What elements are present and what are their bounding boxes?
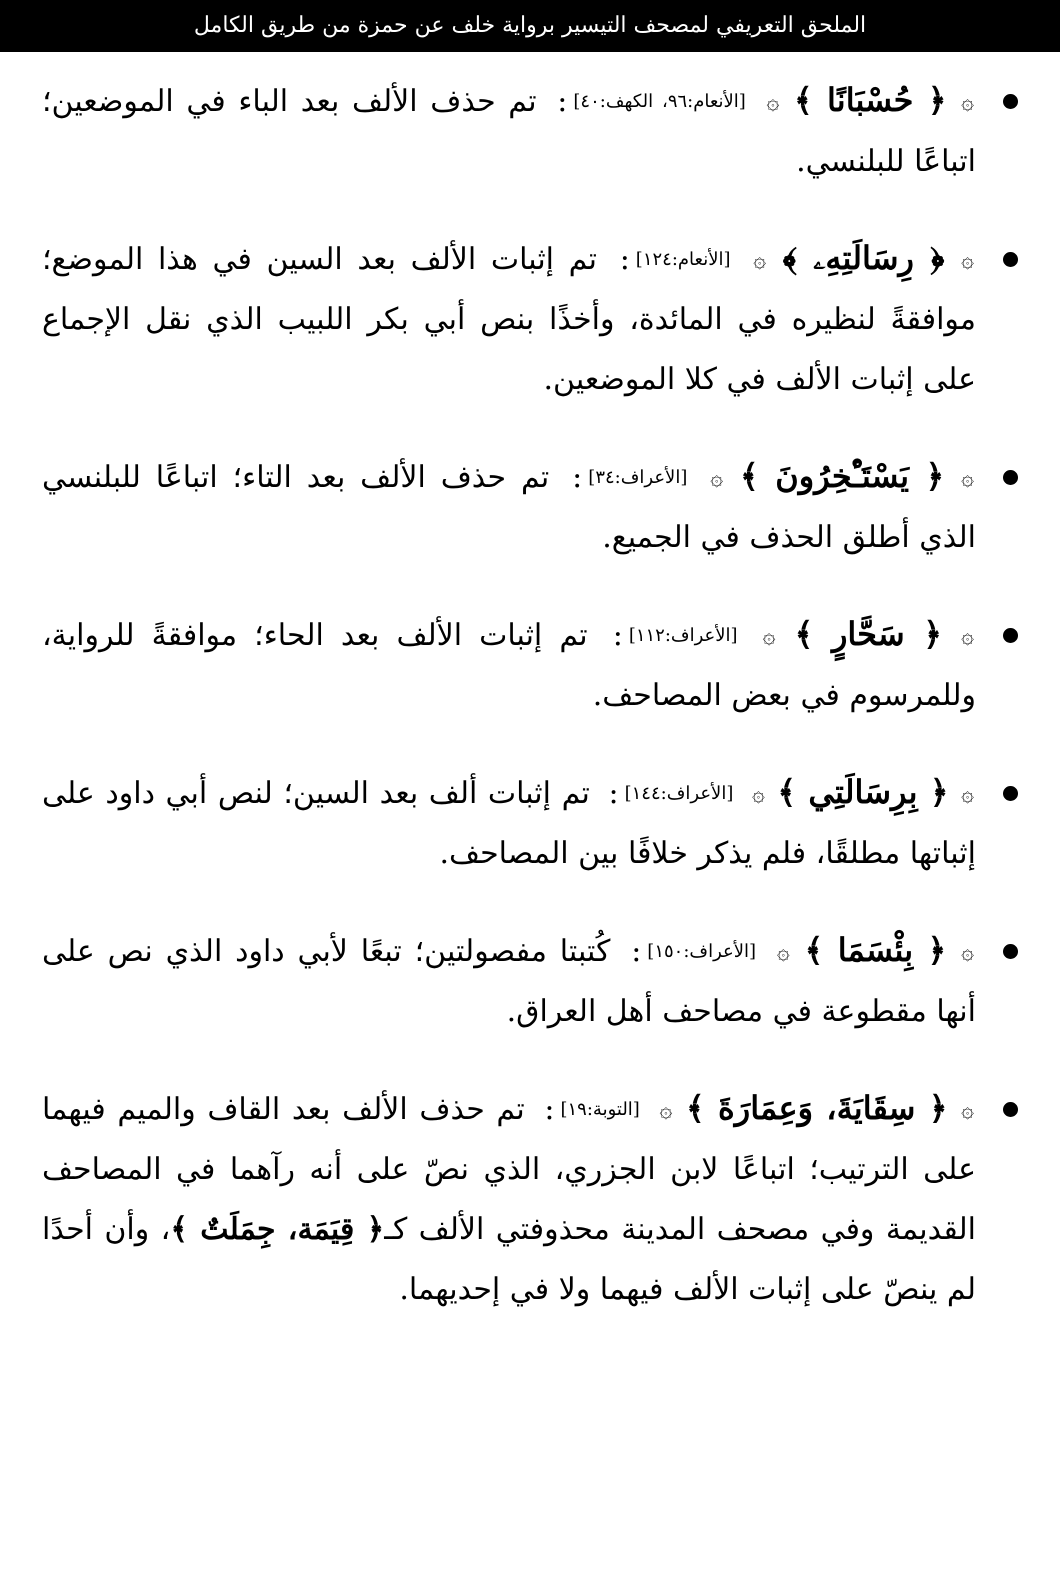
entry-list — [42, 70, 1018, 1320]
list-item: ۞ ﴿ يَسْتَـْٔخِرُونَ ﴾ ۞ [الأعراف:٣٤]: تم حذف الألف بعد التاء؛ اتباعًا للبلنسي الذي أطلق الحذف في الجميع. — [42, 446, 1018, 568]
ornament-icon: ۞ — [961, 624, 974, 649]
quranic-term: ﴿ بِئْسَمَا ﴾ — [804, 931, 947, 969]
bullet-icon — [1003, 94, 1018, 109]
ornament-icon: ۞ — [766, 90, 780, 115]
running-header — [0, 0, 1060, 52]
quranic-term: ﴿ سَحَّارٍ ﴾ — [794, 615, 943, 653]
verse-reference: [الأعراف:١١٢] — [628, 625, 738, 646]
entry-text: تم حذف الألف بعد القاف والميم فيهما على الترتيب؛ اتباعًا لابن الجزري، الذي نصّ على أنه رآهما في المصاحف القديمة وفي مصحف المدينة محذوفتي الألف كـ — [42, 1092, 976, 1247]
quranic-term: ﴿ سِقَايَةَ، وَعِمَارَةَ ﴾ — [686, 1089, 948, 1127]
entry-text: تم إثبات الألف بعد السين في هذا الموضع؛ موافقةً لنظيره في المائدة، وأخذًا بنص أبي بكر اللبيب الذي نقل الإجماع على إثبات الألف في كلا الموضعين. — [42, 242, 976, 397]
ornament-icon: ۞ — [961, 248, 974, 273]
list-item: ۞ ﴿ بِرِسَالَتِي ﴾ ۞ [الأعراف:١٤٤]: تم إثبات ألف بعد السين؛ لنص أبي داود على إثباتها مطلقًا، فلم يذكر خلافًا بين المصاحف. — [42, 762, 1018, 884]
ornament-icon: ۞ — [659, 1098, 673, 1123]
ornament-icon: ۞ — [961, 782, 974, 807]
quranic-term: ﴿ يَسْتَـْٔخِرُونَ ﴾ — [740, 457, 945, 495]
header-title: الملحق التعريفي لمصحف التيسير برواية خلف عن حمزة من طريق الكامل — [193, 13, 867, 38]
bullet-icon — [1003, 628, 1018, 643]
ornament-icon: ۞ — [753, 248, 767, 273]
ornament-icon: ۞ — [710, 466, 724, 491]
list-item: ۞ ﴿ سِقَايَةَ، وَعِمَارَةَ ﴾ ۞ [التوبة:١٩]: تم حذف الألف بعد القاف والميم فيهما على الترتيب؛ اتباعًا لابن الجزري، الذي نصّ على أنه رآهما في المصاحف القديمة وفي مصحف المدينة محذوفتي الألف كـ﴿ قِيَمَة، جِمَلَتٌ ﴾، وأن أحدًا لم ينصّ على إثبات الألف فيهما ولا في إحديهما. — [42, 1078, 1018, 1320]
inline-quranic-term: ﴿ قِيَمَة، جِمَلَتٌ ﴾ — [170, 1212, 385, 1247]
ornament-icon: ۞ — [961, 90, 974, 115]
verse-reference: [الأعراف:٣٤] — [588, 467, 688, 488]
quranic-term: ﴿ بِرِسَالَتِي ﴾ — [777, 773, 949, 811]
verse-reference: [الأنعام:١٢٤] — [635, 249, 731, 270]
bullet-icon — [1003, 252, 1018, 267]
quranic-term: ﴿ رِسَالَتِهِۦ ﴾ — [782, 239, 945, 277]
ornament-icon: ۞ — [776, 940, 790, 965]
list-item: ۞ ﴿ بِئْسَمَا ﴾ ۞ [الأعراف:١٥٠]: كُتبتا مفصولتين؛ تبعًا لأبي داود الذي نص على أنها مقطوعة في مصاحف أهل العراق. — [42, 920, 1018, 1042]
entry-text: تم إثبات الألف بعد الحاء؛ موافقةً للرواية، وللمرسوم في بعض المصاحف. — [42, 618, 976, 713]
ornament-icon: ۞ — [961, 1098, 974, 1123]
verse-reference: [الأنعام:٩٦، الكهف:٤٠] — [573, 91, 746, 112]
entry-text: تم إثبات ألف بعد السين؛ لنص أبي داود على إثباتها مطلقًا، فلم يذكر خلافًا بين المصاحف. — [42, 776, 976, 871]
list-item: ۞ ﴿ سَحَّارٍ ﴾ ۞ [الأعراف:١١٢]: تم إثبات الألف بعد الحاء؛ موافقةً للرواية، وللمرسوم في بعض المصاحف. — [42, 604, 1018, 726]
ornament-icon: ۞ — [961, 940, 974, 965]
bullet-icon — [1003, 944, 1018, 959]
entry-text-continued: ، وأن أحدًا لم ينصّ على إثبات الألف فيهما ولا في إحديهما. — [42, 1212, 976, 1307]
ornament-icon: ۞ — [762, 624, 776, 649]
list-item: ۞ ﴿ حُسْبَانًا ﴾ ۞ [الأنعام:٩٦، الكهف:٤٠]: تم حذف الألف بعد الباء في الموضعين؛ اتباعًا للبلنسي. — [42, 70, 1018, 192]
bullet-icon — [1003, 1102, 1018, 1117]
entry-text: تم حذف الألف بعد التاء؛ اتباعًا للبلنسي الذي أطلق الحذف في الجميع. — [42, 460, 976, 555]
ornament-icon: ۞ — [751, 782, 765, 807]
verse-reference: [الأعراف:١٤٤] — [624, 783, 734, 804]
bullet-icon — [1003, 786, 1018, 801]
verse-reference: [الأعراف:١٥٠] — [647, 941, 757, 962]
bullet-icon — [1003, 470, 1018, 485]
verse-reference: [التوبة:١٩] — [560, 1099, 640, 1120]
ornament-icon: ۞ — [961, 466, 975, 491]
entry-text: كُتبتا مفصولتين؛ تبعًا لأبي داود الذي نص على أنها مقطوعة في مصاحف أهل العراق. — [42, 934, 976, 1029]
entry-text: تم حذف الألف بعد الباء في الموضعين؛ اتباعًا للبلنسي. — [42, 84, 976, 179]
page-content — [42, 70, 1018, 1356]
quranic-term: ﴿ حُسْبَانًا ﴾ — [794, 81, 947, 119]
list-item: ۞ ﴿ رِسَالَتِهِۦ ﴾ ۞ [الأنعام:١٢٤]: تم إثبات الألف بعد السين في هذا الموضع؛ موافقةً لنظيره في المائدة، وأخذًا بنص أبي بكر اللبيب الذي نقل الإجماع على إثبات الألف في كلا الموضعين. — [42, 228, 1018, 410]
